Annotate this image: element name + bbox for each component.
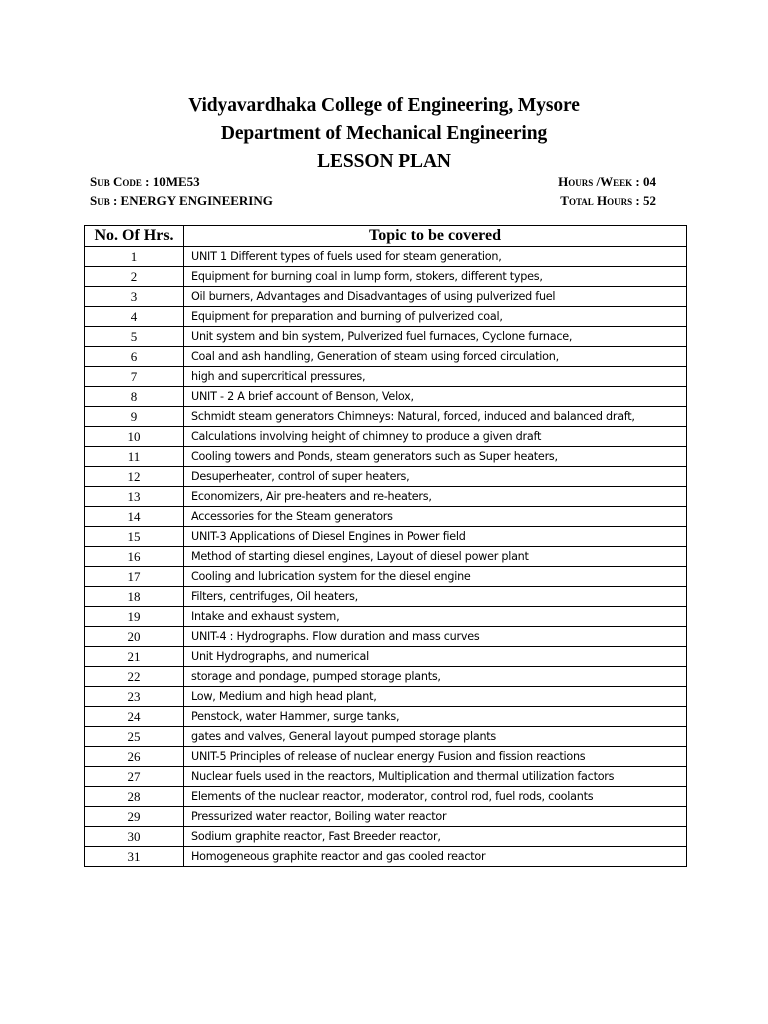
hours-cell: 5 (85, 327, 184, 347)
table-header-row (85, 226, 687, 247)
table-row (85, 727, 687, 747)
hours-cell: 3 (85, 287, 184, 307)
table-row (85, 507, 687, 527)
table-row (85, 367, 687, 387)
hours-cell: 11 (85, 447, 184, 467)
hours-cell: 10 (85, 427, 184, 447)
hours-cell: 21 (85, 647, 184, 667)
sub-code: Sub Code : 10ME53 (90, 174, 200, 189)
hours-cell: 26 (85, 747, 184, 767)
topic-cell: UNIT-4 : Hydrographs. Flow duration and mass curves (184, 627, 687, 647)
hours-cell: 13 (85, 487, 184, 507)
hours-cell: 4 (85, 307, 184, 327)
lesson-plan-table (84, 225, 687, 867)
topic-cell: storage and pondage, pumped storage plants, (184, 667, 687, 687)
table-row (85, 447, 687, 467)
table-row (85, 687, 687, 707)
topic-cell: gates and valves, General layout pumped storage plants (184, 727, 687, 747)
table-row (85, 607, 687, 627)
hours-cell: 8 (85, 387, 184, 407)
hours-cell: 30 (85, 827, 184, 847)
topic-cell: Unit Hydrographs, and numerical (184, 647, 687, 667)
hours-cell: 31 (85, 847, 184, 867)
topic-cell: Equipment for burning coal in lump form, stokers, different types, (184, 267, 687, 287)
table-row (85, 427, 687, 447)
table-row (85, 627, 687, 647)
table-row (85, 247, 687, 267)
table-row (85, 647, 687, 667)
table-row (85, 307, 687, 327)
total-hours: Total Hours : 52 (560, 193, 656, 208)
hours-cell: 6 (85, 347, 184, 367)
table-row (85, 407, 687, 427)
hours-cell: 23 (85, 687, 184, 707)
topic-cell: high and supercritical pressures, (184, 367, 687, 387)
college-name: Vidyavardhaka College of Engineering, Mysore (188, 95, 580, 116)
topic-cell: Homogeneous graphite reactor and gas cooled reactor (184, 847, 687, 867)
hours-cell: 24 (85, 707, 184, 727)
table-row (85, 827, 687, 847)
topic-cell: Filters, centrifuges, Oil heaters, (184, 587, 687, 607)
table-row (85, 847, 687, 867)
table-row (85, 547, 687, 567)
hours-cell: 7 (85, 367, 184, 387)
table-row (85, 387, 687, 407)
hours-cell: 22 (85, 667, 184, 687)
topic-cell: Cooling and lubrication system for the diesel engine (184, 567, 687, 587)
hours-cell: 12 (85, 467, 184, 487)
hours-cell: 14 (85, 507, 184, 527)
meta-row-2 (90, 193, 656, 213)
table-row (85, 527, 687, 547)
topic-cell: Intake and exhaust system, (184, 607, 687, 627)
topic-cell: Sodium graphite reactor, Fast Breeder reactor, (184, 827, 687, 847)
header-topic: Topic to be covered (184, 226, 687, 247)
table-row (85, 487, 687, 507)
topic-cell: Schmidt steam generators Chimneys: Natural, forced, induced and balanced draft, (184, 407, 687, 427)
table-row (85, 787, 687, 807)
document-header (0, 92, 768, 176)
topic-cell: UNIT-3 Applications of Diesel Engines in Power field (184, 527, 687, 547)
hours-cell: 19 (85, 607, 184, 627)
topic-cell: Coal and ash handling, Generation of steam using forced circulation, (184, 347, 687, 367)
topic-cell: Unit system and bin system, Pulverized fuel furnaces, Cyclone furnace, (184, 327, 687, 347)
document-title: LESSON PLAN (317, 151, 451, 172)
topic-cell: Penstock, water Hammer, surge tanks, (184, 707, 687, 727)
topic-cell: Desuperheater, control of super heaters, (184, 467, 687, 487)
hours-cell: 9 (85, 407, 184, 427)
table-row (85, 327, 687, 347)
hours-cell: 18 (85, 587, 184, 607)
topic-cell: UNIT-5 Principles of release of nuclear energy Fusion and fission reactions (184, 747, 687, 767)
topic-cell: Calculations involving height of chimney to produce a given draft (184, 427, 687, 447)
topic-cell: Nuclear fuels used in the reactors, Multiplication and thermal utilization factors (184, 767, 687, 787)
hours-cell: 27 (85, 767, 184, 787)
topic-cell: Equipment for preparation and burning of pulverized coal, (184, 307, 687, 327)
topic-cell: Cooling towers and Ponds, steam generators such as Super heaters, (184, 447, 687, 467)
table-row (85, 467, 687, 487)
hours-cell: 28 (85, 787, 184, 807)
table-row (85, 667, 687, 687)
hours-cell: 17 (85, 567, 184, 587)
hours-cell: 20 (85, 627, 184, 647)
table-row (85, 747, 687, 767)
header-hours: No. Of Hrs. (85, 226, 184, 247)
hours-per-week: Hours /Week : 04 (558, 174, 656, 189)
table-body (85, 247, 687, 867)
hours-cell: 25 (85, 727, 184, 747)
topic-cell: Pressurized water reactor, Boiling water reactor (184, 807, 687, 827)
table-row (85, 707, 687, 727)
table-row (85, 287, 687, 307)
topic-cell: Oil burners, Advantages and Disadvantages of using pulverized fuel (184, 287, 687, 307)
hours-cell: 16 (85, 547, 184, 567)
table-row (85, 807, 687, 827)
table-row (85, 767, 687, 787)
topic-cell: Economizers, Air pre-heaters and re-heaters, (184, 487, 687, 507)
table-row (85, 347, 687, 367)
hours-cell: 1 (85, 247, 184, 267)
department-name: Department of Mechanical Engineering (220, 123, 548, 144)
topic-cell: UNIT 1 Different types of fuels used for steam generation, (184, 247, 687, 267)
hours-cell: 15 (85, 527, 184, 547)
subject-name: Sub : ENERGY ENGINEERING (90, 193, 273, 208)
topic-cell: Low, Medium and high head plant, (184, 687, 687, 707)
topic-cell: UNIT - 2 A brief account of Benson, Velox, (184, 387, 687, 407)
topic-cell: Method of starting diesel engines, Layout of diesel power plant (184, 547, 687, 567)
topic-cell: Accessories for the Steam generators (184, 507, 687, 527)
topic-cell: Elements of the nuclear reactor, moderator, control rod, fuel rods, coolants (184, 787, 687, 807)
table-row (85, 567, 687, 587)
table-row (85, 267, 687, 287)
table-row (85, 587, 687, 607)
hours-cell: 29 (85, 807, 184, 827)
hours-cell: 2 (85, 267, 184, 287)
meta-row-1 (90, 174, 656, 194)
